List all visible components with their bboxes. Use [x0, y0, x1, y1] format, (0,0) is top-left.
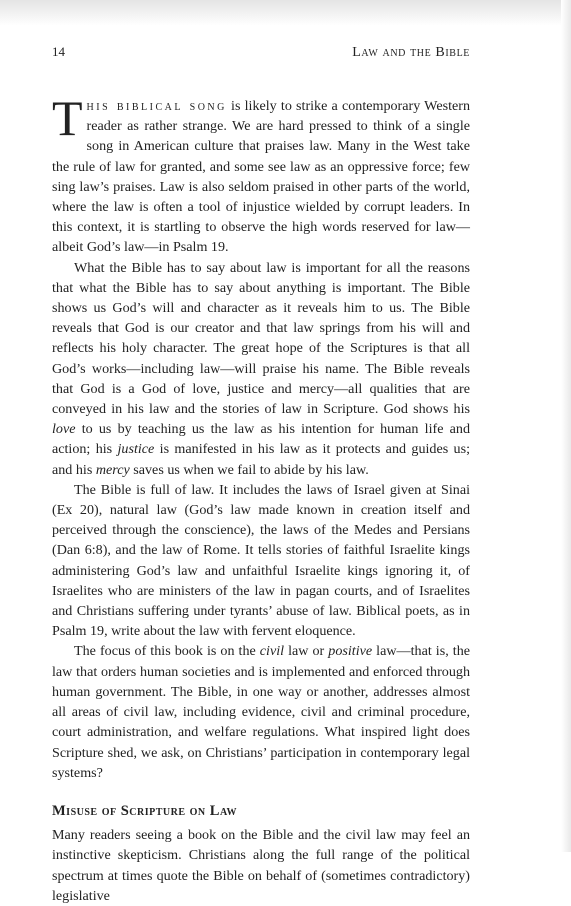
emphasis-love: love — [52, 421, 76, 438]
page-header — [52, 44, 470, 61]
page-number: 14 — [52, 44, 65, 59]
paragraph-3: The Bible is full of law. It includes the laws of Israel given at Sinai (Ex 20), natural law (God’s law made known in creation itself and perceived through the conscience), the laws of the Medes and Persians (Dan 6:8), and the law of Rome. It tells stories of faithful Israelite kings administering God’s law and unfaithful Israelite kings ignoring it, of Israelites who are ministers of the law in pagan courts, and of Israelites and Christians suffering under tyrants’ abuse of law. Biblical poets, as in Psalm 19, write about the law with fervent eloquence. — [52, 481, 470, 640]
running-head: Law and the Bible — [352, 45, 470, 60]
drop-cap: T — [52, 90, 83, 146]
emphasis-positive: positive — [328, 643, 373, 660]
paragraph-2-text-a: What the Bible has to say about law is important for all the reasons that what the Bible has to say about anything is important. The Bible shows us God’s will and character as it reveals him to us. The Bible reveals that God is our creator and that law springs from his will and reflects his holy character. The great hope of the Scriptures is that all God’s works—including law—will praise his name. The Bible reveals that God is a God of love, justice and mercy—all qualities that are conveyed in his law and the stories of law in Scripture. God shows his — [52, 259, 470, 418]
paragraph-2-text-c: is manifested in his law as it protects and guides us; and his — [52, 441, 470, 478]
paragraph-4-text-c: law—that is, the law that orders human societies and is implemented and enforced through human government. The Bible, in one way or another, addresses almost all areas of civil law, including evidence, civil and criminal procedure, court administration, and welfare regulations. What inspired light does Scripture shed, we ask, on Christians’ participation in contemporary legal systems? — [52, 643, 470, 781]
emphasis-justice: justice — [117, 441, 155, 458]
paragraph-1 — [52, 90, 470, 258]
section-heading: Misuse of Scripture on Law — [52, 802, 238, 819]
emphasis-mercy: mercy — [95, 461, 130, 478]
paragraph-2-text-d: saves us when we fail to abide by his law. — [129, 461, 369, 478]
emphasis-civil: civil — [259, 643, 285, 660]
paragraph-5: Many readers seeing a book on the Bible and the civil law may feel an instinctive skepticism. Christians along the full range of the political spectrum at times quote the Bible on behalf of (sometimes contradictory) legislative — [52, 827, 470, 904]
paragraph-1-text: is likely to strike a contemporary Western reader as rather strange. We are hard pressed to think of a single song in American culture that praises law. Many in the West take the rule of law for granted, and some see law as an oppressive force; few sing law’s praises. Law is also seldom praised in other parts of the world, where the law is often a tool of injustice wielded by corrupt leaders. In this context, it is startling to observe the high words reserved for law—albeit God’s law—in Psalm 19. — [52, 98, 470, 256]
paragraph-4-text-b: law or — [284, 643, 329, 660]
paragraph-4-text-a: The focus of this book is on the — [74, 643, 260, 660]
paragraph-2-text-b: to us by teaching us the law as his intention for human life and action; his — [52, 421, 470, 458]
paragraph-4 — [52, 641, 470, 782]
paragraph-2 — [52, 258, 470, 480]
page-top-shadow — [0, 0, 571, 26]
body-text — [52, 90, 470, 906]
page-right-edge — [561, 0, 571, 852]
lead-in: his biblical song — [86, 98, 227, 114]
